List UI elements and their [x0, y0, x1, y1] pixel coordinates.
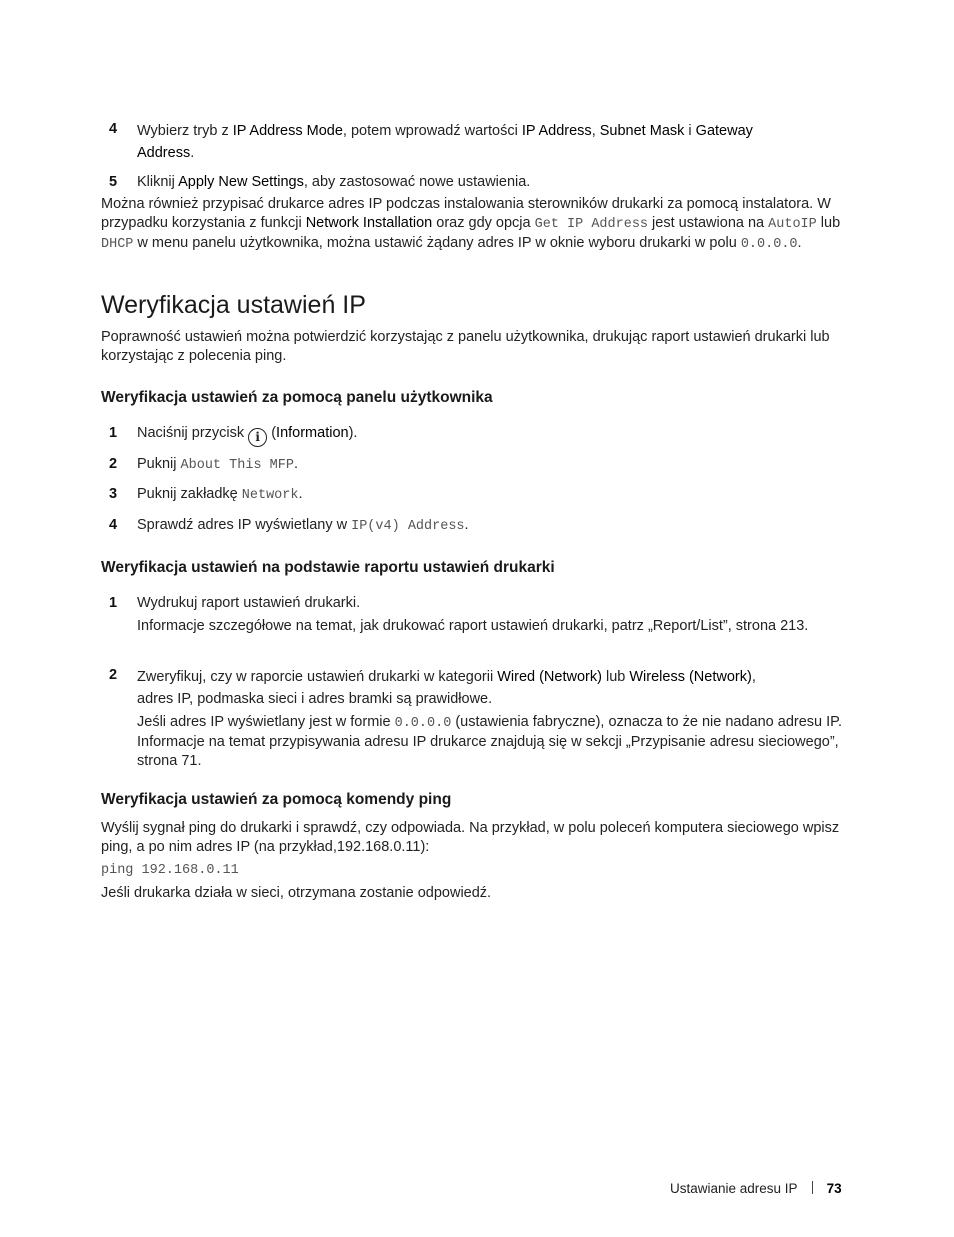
step-number: 4 [109, 121, 118, 137]
ui-term: Information [276, 425, 349, 441]
step-item [101, 485, 861, 505]
ui-term: Network Installation [305, 215, 433, 231]
ui-term: IP Address Mode [232, 123, 343, 139]
subsection-heading: Weryfikacja ustawień za pomocą komendy ping [101, 791, 452, 808]
text-run: , potem wprowadź wartości [342, 123, 522, 139]
text-run: i [684, 123, 696, 139]
text-run: , [591, 123, 600, 139]
ui-term: Subnet Mask [599, 123, 685, 139]
text-run: Kliknij [137, 174, 179, 190]
code-term: About This MFP [180, 458, 294, 473]
step-text: Sprawdź adres IP wyświetlany w IP(v4) Address. [137, 517, 469, 534]
step-item [101, 666, 861, 771]
code-term: AutoIP [768, 217, 817, 232]
step-item [101, 424, 861, 447]
page-footer [670, 1179, 842, 1198]
ui-term: Address [137, 145, 191, 161]
code-term: Network [241, 488, 299, 503]
ping-paragraph: Wyślij sygnał ping do drukarki i sprawdź, czy odpowiada. Na przykład, w polu poleceń komputera sieciowego wpisz ping, a po nim adres IP (na przykład,192.168.0.11): [101, 820, 840, 855]
ui-term: Gateway [695, 123, 753, 139]
step-text: Wydrukuj raport ustawień drukarki. Informacje szczegółowe na temat, jak drukować raport ustawień drukarki, patrz „Report/List”, strona 213. [137, 594, 861, 636]
step-item [101, 173, 861, 192]
step-item [101, 516, 861, 536]
page-number: 73 [826, 1181, 842, 1196]
ui-term: Apply New Settings [178, 174, 304, 190]
section-title: Weryfikacja ustawień IP [101, 291, 366, 319]
step-item [101, 594, 861, 636]
step-number: 4 [109, 517, 118, 533]
step-text: Zweryfikuj, czy w raporcie ustawień drukarki w kategorii Wired (Network) lub Wireless (Network), adres IP, podmaska sieci i adres bramki są prawidłowe. Jeśli adres IP wyświetlany jest w formie 0.0.0.0 (ustawienia fabryczne), oznacza to że nie nadano adresu IP. Informacje na temat przypisywania adresu IP drukarce znajdują się w sekcji „Przypisanie adresu sieciowego”, strona 71. [137, 666, 861, 771]
subsection-heading: Weryfikacja ustawień na podstawie raportu ustawień drukarki [101, 559, 555, 576]
ui-term: Wireless (Network) [629, 669, 752, 685]
step-number: 3 [109, 486, 118, 502]
step-text [137, 173, 861, 192]
step-text: Puknij About This MFP. [137, 456, 298, 473]
ping-result-paragraph: Jeśli drukarka działa w sieci, otrzymana zostanie odpowiedź. [101, 885, 492, 901]
text-run: . [190, 145, 195, 161]
chapter-title: Ustawianie adresu IP [670, 1181, 798, 1196]
step-number: 1 [109, 595, 118, 611]
code-sample: ping 192.168.0.11 [101, 863, 239, 878]
ui-term: IP Address [521, 123, 592, 139]
ui-term: Wired (Network) [497, 669, 602, 685]
step-item [101, 455, 861, 475]
info-icon: i [248, 428, 267, 447]
section-lead: Poprawność ustawień można potwierdzić korzystając z panelu użytkownika, drukując raport ustawień drukarki lub korzystając z polecenia ping. [101, 329, 830, 364]
code-term: DHCP [101, 237, 134, 252]
step-text [137, 120, 861, 164]
step-text: Puknij zakładkę Network. [137, 486, 303, 503]
step-number: 1 [109, 425, 118, 441]
step-number: 5 [109, 174, 118, 190]
step-note: Jeśli adres IP wyświetlany jest w formie 0.0.0.0 (ustawienia fabryczne), oznacza to że nie nadano adresu IP. Informacje na temat przypisywania adresu IP drukarce znajdują się w sekcji „Przypisanie adresu sieciowego”, strona 71. [137, 714, 842, 769]
text-run: , aby zastosować nowe ustawienia. [303, 174, 531, 190]
step-number: 2 [109, 667, 118, 683]
intro-paragraph: Można również przypisać drukarce adres IP podczas instalowania sterowników drukarki za pomocą instalatora. W przypadku korzystania z funkcji Network Installation oraz gdy opcja Get IP Address jest ustawiona na AutoIP lub DHCP w menu panelu użytkownika, można ustawić żądany adres IP w oknie wyboru drukarki w polu 0.0.0.0. [101, 196, 841, 252]
code-term: 0.0.0.0 [740, 237, 798, 252]
step-number: 2 [109, 456, 118, 472]
step-item [101, 120, 861, 164]
step-text: Naciśnij przycisk i (Information). [137, 424, 861, 447]
subsection-heading: Weryfikacja ustawień za pomocą panelu użytkownika [101, 389, 493, 406]
step-note: Informacje szczegółowe na temat, jak drukować raport ustawień drukarki, patrz „Report/List”, strona 213. [137, 618, 809, 634]
code-term: Get IP Address [534, 217, 649, 232]
code-term: IP(v4) Address [351, 519, 465, 534]
text-run: Wybierz tryb z [137, 123, 233, 139]
footer-divider [812, 1181, 813, 1194]
code-term: 0.0.0.0 [394, 716, 452, 731]
